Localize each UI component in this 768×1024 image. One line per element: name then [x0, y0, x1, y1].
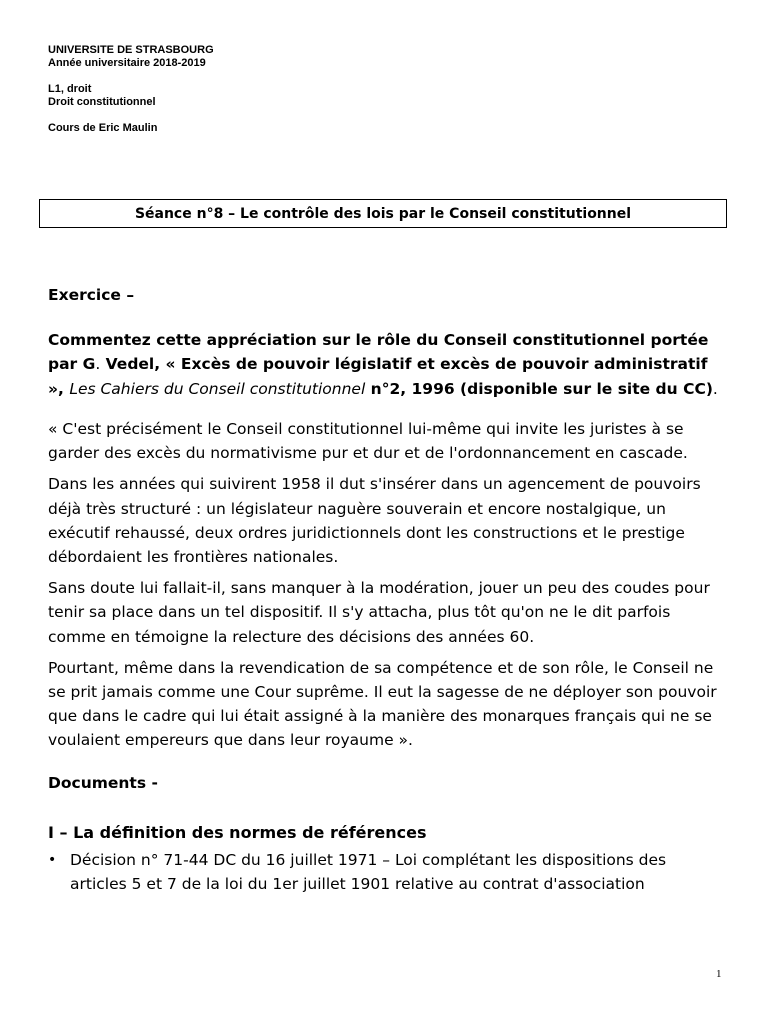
- course-name: Droit constitutionnel: [48, 96, 156, 108]
- academic-year: Année universitaire 2018-2019: [48, 57, 206, 69]
- exercise-heading: Exercice –: [48, 286, 135, 304]
- list-item: [48, 848, 718, 897]
- main-content: [48, 283, 718, 897]
- quote-paragraph: Sans doute lui fallait-il, sans manquer à la modération, jouer un peu des coudes pour tenir sa place dans un tel dispositif. Il s'y attacha, plus tôt qu'on ne le dit parfois comme en témoigne la relecture des décisions des années 60.: [48, 579, 710, 646]
- lecturer: Cours de Eric Maulin: [48, 122, 158, 134]
- bullet-icon: •: [48, 851, 57, 868]
- level: L1, droit: [48, 83, 92, 95]
- prompt-end: .: [712, 379, 718, 398]
- prompt-publication: Les Cahiers du Conseil constitutionnel: [69, 379, 366, 398]
- prompt-text-1: Commentez cette appréciation sur le rôle du Conseil constitutionnel portée par G: [48, 330, 709, 373]
- quote-paragraph: Pourtant, même dans la revendication de sa compétence et de son rôle, le Conseil ne se prit jamais comme une Cour suprême. Il eut la sagesse de ne déployer son pouvoir que dans le cadre qui lui était assigné à la manière des monarques français qui ne se voulaient empereurs que dans leur royaume ».: [48, 658, 717, 750]
- prompt-text-3: n°2, 1996 (disponible sur le site du CC): [365, 379, 713, 398]
- session-title-box: [39, 199, 727, 228]
- document-header: [48, 44, 214, 135]
- quote-block: [48, 417, 718, 753]
- documents-heading: Documents -: [48, 773, 158, 792]
- prompt-dot: .: [95, 355, 101, 373]
- section-heading: I – La définition des normes de références: [48, 823, 427, 843]
- page-number: 1: [716, 968, 722, 980]
- list-item-text: Décision n° 71-44 DC du 16 juillet 1971 – Loi complétant les dispositions des articles 5 et 7 de la loi du 1er juillet 1901 relative au contrat d'association: [70, 850, 667, 894]
- quote-paragraph: « C'est précisément le Conseil constitutionnel lui-même qui invite les juristes à se garder des excès du normativisme pur et dur et de l'ordonnancement en cascade.: [48, 420, 688, 463]
- exercise-prompt: [48, 328, 718, 402]
- session-title: Séance n°8 – Le contrôle des lois par le Conseil constitutionnel: [134, 205, 632, 222]
- quote-paragraph: Dans les années qui suivirent 1958 il dut s'insérer dans un agencement de pouvoirs déjà très structuré : un législateur naguère souverain et encore nostalgique, un exécutif rehaussé, deux ordres juridictionnels dont les constructions et le prestige débordaient les frontières nationales.: [48, 475, 701, 567]
- university-name: UNIVERSITE DE STRASBOURG: [48, 44, 214, 56]
- prompt-text-2: Vedel, « Excès de pouvoir législatif et excès de pouvoir administratif »,: [48, 355, 708, 398]
